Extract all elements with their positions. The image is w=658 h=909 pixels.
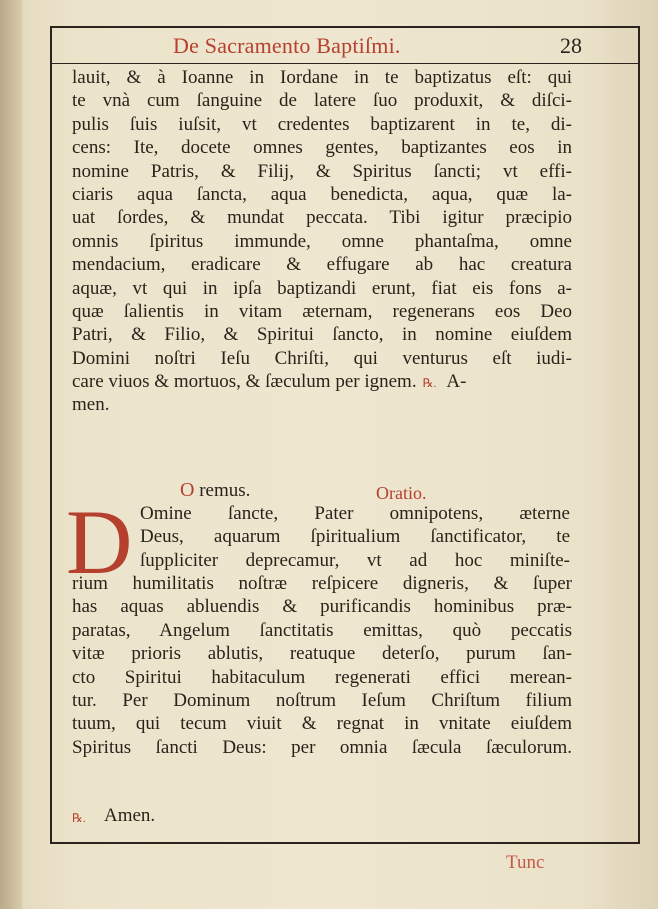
frame-rule-left: [50, 26, 52, 844]
text-line: Patri, & Filio, & Spiritui ſancto, in nomine eiuſdem: [72, 324, 572, 346]
text-block-2-full: [72, 572, 572, 759]
text-line: uat ſordes, & mundat peccata. Tibi igitur præcipio: [72, 207, 572, 229]
frame-rule-bottom: [50, 842, 640, 844]
running-title: De Sacramento Baptiſmi.: [173, 33, 401, 58]
text-line: omnis ſpiritus immunde, omne phantaſma, omne: [72, 230, 572, 252]
drop-cap-letter: D: [66, 491, 133, 593]
text-line: cens: Ite, docete omnes gentes, baptizantes eos in: [72, 137, 572, 159]
oremus-heading: [180, 479, 250, 502]
text-line: has aquas abluendis & purificandis hominibus præ-: [72, 596, 572, 618]
text-line: rium humilitatis noſtræ reſpicere digneris, & ſuper: [72, 573, 572, 594]
amen-response-rubric: ℞.: [72, 811, 86, 825]
frame-rule-top: [50, 26, 640, 28]
text-line: Domini noſtri Ieſu Chriſti, qui venturus eſt iudi-: [72, 347, 572, 369]
frame-rule-header: [50, 63, 640, 64]
text-line: lauit, & à Ioanne in Iordane in te baptizatus eſt: qui: [72, 67, 572, 88]
amen-text: Amen.: [104, 805, 156, 826]
text-line: ciaris aqua ſancta, aqua benedicta, aqua, quæ la-: [72, 183, 572, 205]
text-line: Spiritus ſancti Deus: per omnia ſæcula ſæculorum.: [72, 736, 572, 758]
page-binding-shadow: [0, 0, 22, 909]
text-line: tuum, qui tecum viuit & regnat in vnitate eiuſdem: [72, 713, 572, 735]
text-line: pulis ſuis iuſsit, vt credentes baptizarent in te, di-: [72, 113, 572, 135]
oratio-heading: Oratio.: [376, 483, 427, 503]
response-rubric: ℞.: [422, 376, 437, 391]
text-line-content: care viuos & mortuos, & ſæculum per ignem.: [72, 371, 417, 393]
text-line: cto Spiritui habitaculum regenerati effici merean-: [72, 666, 572, 688]
text-line-final: men.: [72, 394, 110, 416]
text-line: nomine Patris, & Filij, & Spiritus ſancti; vt effi-: [72, 160, 572, 182]
oremus-initial: O: [180, 479, 195, 501]
text-line: tur. Per Dominum noſtrum Ieſum Chriſtum filium: [72, 689, 572, 711]
text-line: vitæ prioris ablutis, reatuque deterſo, purum ſan-: [72, 643, 572, 665]
page-number: 28: [560, 33, 582, 58]
text-line: mendacium, eradicare & effugare ab hac creatura: [72, 254, 572, 276]
text-line: ſuppliciter deprecamur, vt ad hoc miniſte-: [140, 549, 570, 571]
text-line: Omine ſancte, Pater omnipotens, æterne: [140, 503, 570, 524]
hyphenated-word-start: A-: [446, 371, 467, 393]
text-line: Deus, aquarum ſpiritualium ſanctificator, te: [140, 526, 570, 548]
text-line-with-response: [72, 370, 572, 393]
text-line: quæ ſalientis in vitam æternam, regenerans eos Deo: [72, 300, 572, 322]
text-block-2: [140, 502, 570, 572]
text-line: te vnà cum ſanguine de latere ſuo produxit, & diſci-: [72, 90, 572, 112]
text-block-1: [72, 66, 572, 417]
text-line: paratas, Angelum ſanctitatis emittas, quò peccatis: [72, 619, 572, 641]
frame-rule-right: [638, 26, 640, 844]
catchword: Tunc: [506, 852, 545, 873]
text-line: aquæ, vt qui in ipſa baptizandi erunt, fiat eis fons a-: [72, 277, 572, 299]
oremus-text: remus.: [199, 480, 251, 501]
